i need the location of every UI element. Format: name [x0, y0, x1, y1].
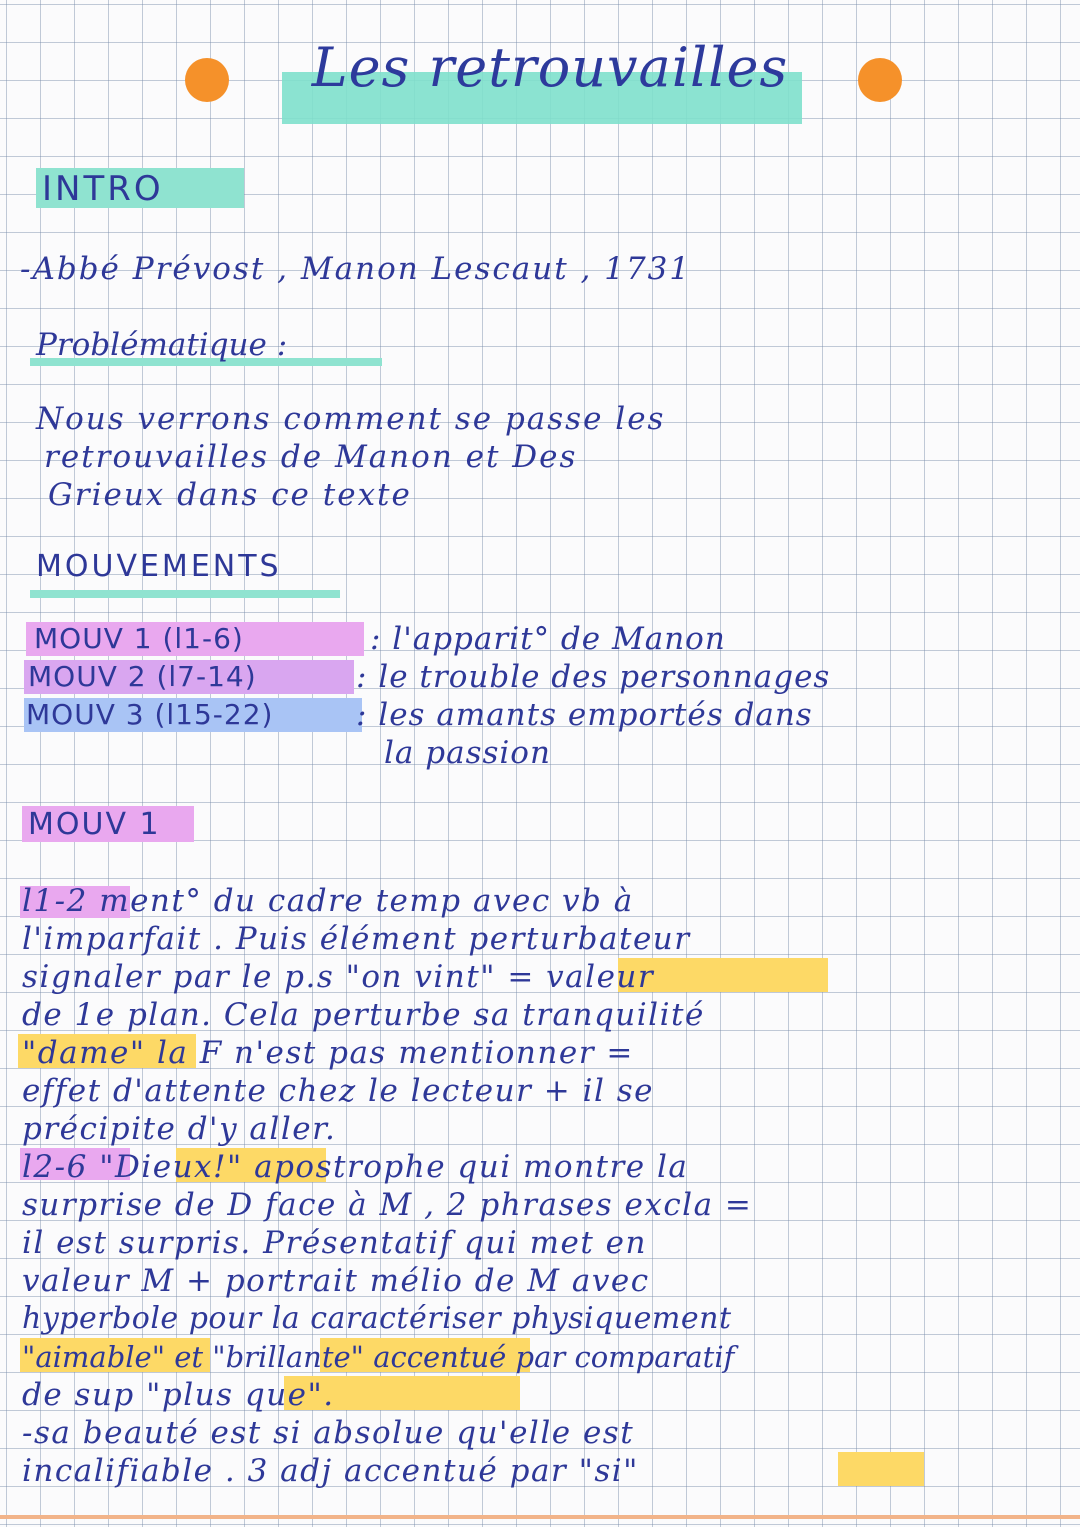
mouv1-line-4: de 1e plan. Cela perturbe sa tranquilité [22, 997, 705, 1033]
si-highlight [838, 1452, 924, 1486]
mouvements-underline [30, 590, 340, 598]
mouv1-line-12: hyperbole pour la caractériser physiquement [22, 1301, 732, 1336]
mouvements-heading: MOUVEMENTS [36, 549, 282, 584]
mouv1-line-2: l'imparfait . Puis élément perturbateur [22, 921, 691, 957]
problematique-line-3: Grieux dans ce texte [48, 477, 412, 513]
binder-hole-right [858, 58, 902, 102]
mouv3-desc-cont: la passion [384, 735, 551, 771]
mouv2-desc: : le trouble des personnages [356, 659, 831, 695]
problematique-line-1: Nous verrons comment se passe les [36, 401, 666, 437]
mouv1-line-1: l1-2 ment° du cadre temp avec vb à [22, 883, 634, 919]
mouv1-line-14: de sup "plus que". [22, 1377, 335, 1413]
page-title: Les retrouvailles [311, 36, 789, 99]
mouv1-line-6: effet d'attente chez le lecteur + il se [22, 1073, 654, 1109]
mouv2-label: MOUV 2 (l7-14) [28, 660, 257, 693]
mouv3-label: MOUV 3 (l15-22) [26, 698, 274, 731]
mouv3-desc: : les amants emportés dans [356, 697, 813, 733]
mouv1-line-3: signaler par le p.s "on vint" = valeur [22, 959, 655, 995]
mouv1-line-5: "dame" la F n'est pas mentionner = [22, 1035, 634, 1071]
mouv1-line-9: surprise de D face à M , 2 phrases excla = [22, 1187, 753, 1223]
mouv1-line-16: incalifiable . 3 adj accentué par "si" [22, 1453, 639, 1489]
intro-heading: INTRO [42, 169, 164, 209]
mouv1-line-8: l2-6 "Dieux!" apostrophe qui montre la [22, 1149, 689, 1185]
mouv1-desc: : l'apparit° de Manon [370, 621, 726, 657]
mouv1-line-15: -sa beauté est si absolue qu'elle est [22, 1415, 635, 1451]
mouv1-line-7: précipite d'y aller. [22, 1111, 337, 1147]
mouv1-line-10: il est surpris. Présentatif qui met en [22, 1225, 647, 1261]
mouv1-line-13: "aimable" et "brillante" accentué par comparatif [22, 1340, 735, 1374]
problematique-label: Problématique : [36, 327, 288, 363]
mouv1-line-11: valeur M + portrait mélio de M avec [22, 1263, 650, 1299]
binder-hole-left [185, 58, 229, 102]
mouv1-label: MOUV 1 (l1-6) [34, 622, 244, 655]
source-line: -Abbé Prévost , Manon Lescaut , 1731 [20, 251, 692, 287]
bottom-margin-line [0, 1515, 1080, 1519]
mouv1-section-heading: MOUV 1 [28, 807, 161, 842]
problematique-line-2: retrouvailles de Manon et Des [44, 439, 578, 475]
